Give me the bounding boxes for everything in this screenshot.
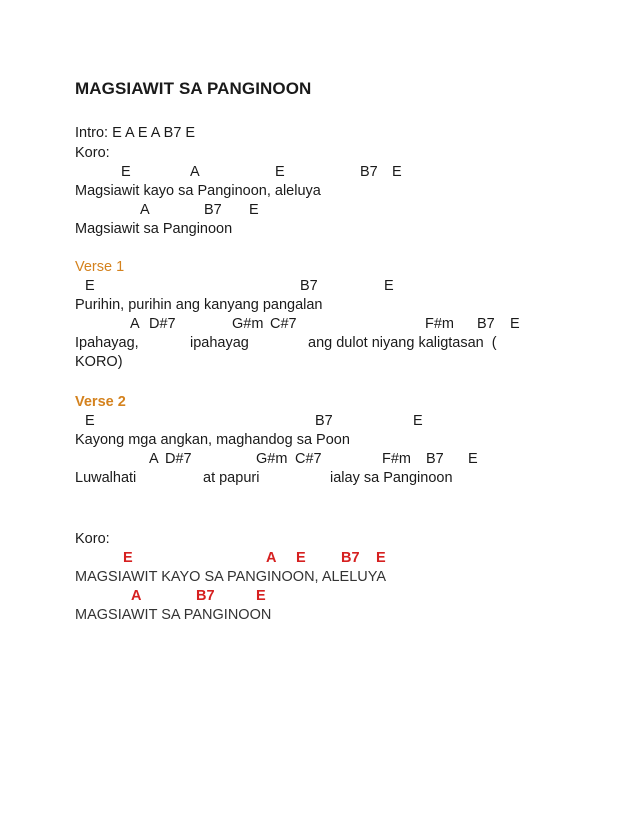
chord: B7 xyxy=(477,316,495,332)
chord: C#7 xyxy=(270,316,297,332)
chord: E xyxy=(249,202,259,218)
chord: E xyxy=(121,164,131,180)
chord: B7 xyxy=(426,451,444,467)
chord: A xyxy=(140,202,150,218)
chord: C#7 xyxy=(295,451,322,467)
verse-2-lyric-1: Kayong mga angkan, maghandog sa Poon xyxy=(75,432,350,448)
chord: D#7 xyxy=(165,451,192,467)
lyric-segment: Luwalhati xyxy=(75,470,137,486)
chord: B7 xyxy=(300,278,318,294)
koro-lyric-1: Magsiawit kayo sa Panginoon, aleluya xyxy=(75,183,321,199)
chord: B7 xyxy=(315,413,333,429)
chord: E xyxy=(296,550,306,566)
koro-2-lyric-2: MAGSIAWIT SA PANGINOON xyxy=(75,607,272,623)
verse-1-heading: Verse 1 xyxy=(75,259,125,275)
chord: A xyxy=(130,316,140,332)
koro-label: Koro: xyxy=(75,145,110,161)
lyric-segment: Ipahayag, xyxy=(75,335,139,351)
verse-1-lyric-3: KORO) xyxy=(75,354,123,370)
lyric-segment: ialay sa Panginoon xyxy=(330,470,453,486)
lyric-segment: at papuri xyxy=(203,470,260,486)
chord: F#m xyxy=(425,316,454,332)
chord: A xyxy=(149,451,159,467)
chord: E xyxy=(123,550,133,566)
chord: E xyxy=(85,278,95,294)
koro-2-lyric-1: MAGSIAWIT KAYO SA PANGINOON, ALELUYA xyxy=(75,569,387,585)
chord: A xyxy=(266,550,277,566)
lyric-segment: ipahayag xyxy=(190,335,249,351)
chord: E xyxy=(384,278,394,294)
chord: F#m xyxy=(382,451,411,467)
chord: E xyxy=(510,316,520,332)
song-title: MAGSIAWIT SA PANGINOON xyxy=(75,79,312,98)
chord: A xyxy=(131,588,142,604)
chord: E xyxy=(376,550,386,566)
chord: E xyxy=(275,164,285,180)
chord: A xyxy=(190,164,200,180)
chord: E xyxy=(413,413,423,429)
chord: D#7 xyxy=(149,316,176,332)
chord: B7 xyxy=(204,202,222,218)
chord: B7 xyxy=(196,588,215,604)
chord: B7 xyxy=(341,550,360,566)
chord: E xyxy=(256,588,266,604)
koro-lyric-2: Magsiawit sa Panginoon xyxy=(75,221,233,237)
chord: E xyxy=(392,164,402,180)
chord: G#m xyxy=(256,451,288,467)
chord: B7 xyxy=(360,164,378,180)
verse-2-heading: Verse 2 xyxy=(75,394,126,410)
koro-2-label: Koro: xyxy=(75,531,110,547)
chord: E xyxy=(468,451,478,467)
verse-1-lyric-1: Purihin, purihin ang kanyang pangalan xyxy=(75,297,323,313)
lyric-segment: ang dulot niyang kaligtasan ( xyxy=(308,335,497,351)
chord: E xyxy=(85,413,95,429)
chord: G#m xyxy=(232,316,264,332)
intro-line: Intro: E A E A B7 E xyxy=(75,125,196,141)
